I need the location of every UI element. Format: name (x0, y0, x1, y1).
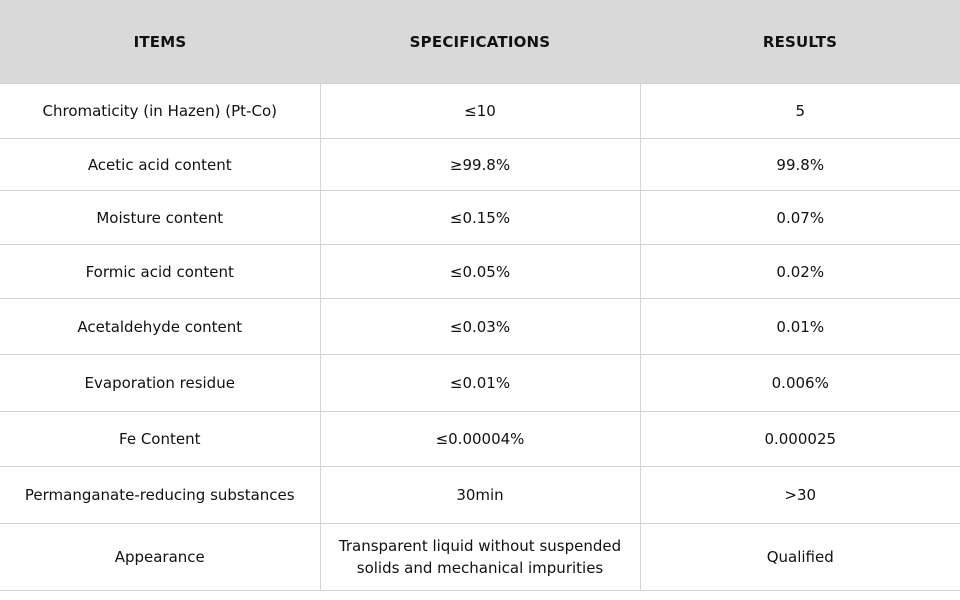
specification-cell: Transparent liquid without suspended solids and mechanical impurities (320, 524, 640, 591)
specification-cell: ≤0.05% (320, 245, 640, 299)
table-row (0, 245, 960, 299)
specification-cell: ≤0.15% (320, 191, 640, 245)
result-cell: 0.07% (640, 191, 960, 245)
result-cell: 99.8% (640, 139, 960, 191)
table-row (0, 355, 960, 412)
item-cell: Acetaldehyde content (0, 299, 320, 355)
result-cell: 0.006% (640, 355, 960, 412)
item-cell: Chromaticity (in Hazen) (Pt-Co) (0, 84, 320, 139)
table-row (0, 412, 960, 467)
item-cell: Permanganate-reducing substances (0, 467, 320, 524)
specification-cell: ≤10 (320, 84, 640, 139)
result-cell: 5 (640, 84, 960, 139)
item-cell: Fe Content (0, 412, 320, 467)
header-results: RESULTS (640, 0, 960, 84)
header-specifications: SPECIFICATIONS (320, 0, 640, 84)
result-cell: 0.000025 (640, 412, 960, 467)
item-cell: Formic acid content (0, 245, 320, 299)
specification-cell: 30min (320, 467, 640, 524)
specification-cell: ≤0.01% (320, 355, 640, 412)
specification-cell: ≥99.8% (320, 139, 640, 191)
table-row (0, 139, 960, 191)
table-row (0, 299, 960, 355)
result-cell: Qualified (640, 524, 960, 591)
item-cell: Appearance (0, 524, 320, 591)
specification-cell: ≤0.03% (320, 299, 640, 355)
header-items: ITEMS (0, 0, 320, 84)
specification-cell: ≤0.00004% (320, 412, 640, 467)
result-cell: >30 (640, 467, 960, 524)
table-row (0, 191, 960, 245)
item-cell: Evaporation residue (0, 355, 320, 412)
header-row (0, 0, 960, 84)
table-row (0, 84, 960, 139)
table-row (0, 467, 960, 524)
table-row (0, 524, 960, 591)
table-header (0, 0, 960, 84)
result-cell: 0.02% (640, 245, 960, 299)
item-cell: Moisture content (0, 191, 320, 245)
item-cell: Acetic acid content (0, 139, 320, 191)
table-body (0, 84, 960, 591)
result-cell: 0.01% (640, 299, 960, 355)
